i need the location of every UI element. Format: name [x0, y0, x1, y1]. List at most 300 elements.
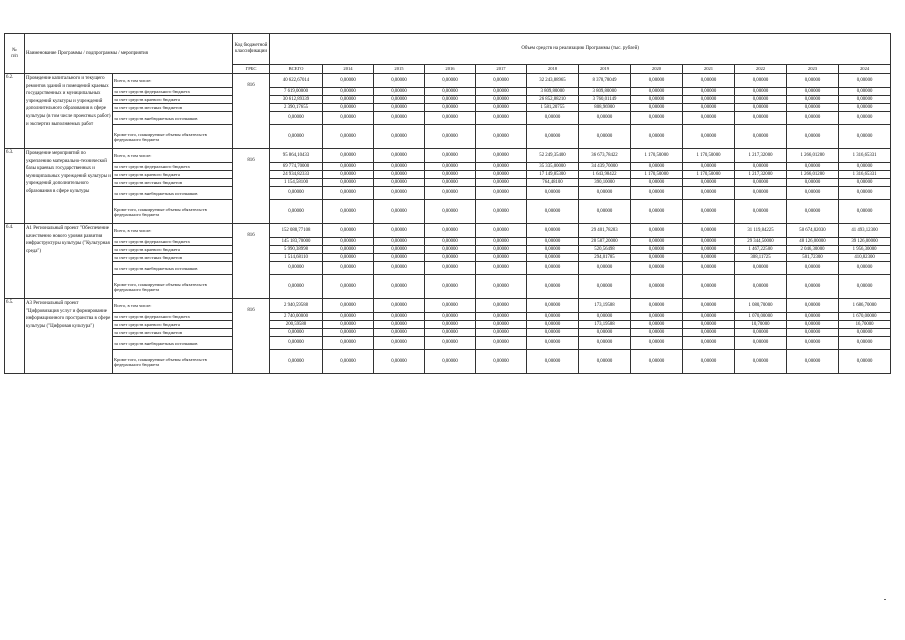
year-value-2017: 0,00000 — [476, 149, 527, 163]
year-value-2015: 0,00000 — [374, 246, 425, 254]
year-value-2017: 0,00000 — [476, 350, 527, 374]
section-index: 6.3. — [5, 149, 25, 224]
year-value-2024: 0,00000 — [839, 275, 891, 299]
year-value-2016: 0,00000 — [425, 125, 476, 149]
budget-table — [4, 33, 891, 374]
funding-source-label: за счет средств местных бюджетов — [113, 104, 233, 112]
year-value-2021: 0,00000 — [683, 224, 735, 238]
section-index: 6.4. — [5, 224, 25, 299]
year-value-2020: 0,00000 — [631, 200, 683, 224]
year-value-2016: 0,00000 — [425, 313, 476, 321]
year-value-2019: 0,00000 — [579, 337, 631, 350]
year-value-2024: 0,00000 — [839, 329, 891, 337]
year-value-2017: 0,00000 — [476, 125, 527, 149]
year-value-2022: 0,00000 — [735, 262, 787, 275]
year-value-2023: 0,00000 — [787, 299, 839, 313]
table-row — [5, 337, 891, 350]
year-value-2017: 0,00000 — [476, 329, 527, 337]
year-value-2015: 0,00000 — [374, 299, 425, 313]
year-value-2020: 0,00000 — [631, 187, 683, 200]
funding-source-label: Всего, в том числе: — [113, 149, 233, 163]
year-value-2018: 0,00000 — [527, 224, 579, 238]
year-value-2016: 0,00000 — [425, 238, 476, 246]
year-value-2022: 0,00000 — [735, 187, 787, 200]
year-value-2018: 0,00000 — [527, 112, 579, 125]
year-value-2018: 0,00000 — [527, 125, 579, 149]
table-row — [5, 246, 891, 254]
table-row — [5, 104, 891, 112]
header-year: 2023 — [787, 65, 839, 74]
year-value-2022: 31 119,84225 — [735, 224, 787, 238]
header-year: 2017 — [476, 65, 527, 74]
year-value-2016: 0,00000 — [425, 163, 476, 171]
table-row — [5, 262, 891, 275]
year-value-2018: 0,00000 — [527, 337, 579, 350]
total-value: 40 622,67014 — [270, 74, 323, 88]
year-value-2022: 1 080,70000 — [735, 299, 787, 313]
table-row — [5, 313, 891, 321]
year-value-2014: 0,00000 — [323, 299, 374, 313]
year-value-2014: 0,00000 — [323, 96, 374, 104]
year-value-2024: 0,00000 — [839, 112, 891, 125]
year-value-2015: 0,00000 — [374, 149, 425, 163]
year-value-2014: 0,00000 — [323, 112, 374, 125]
total-value: 2 390,17655 — [270, 104, 323, 112]
total-value: 0,00000 — [270, 329, 323, 337]
funding-source-label: Кроме того, планируемые объемы обязательств федерального бюджета — [113, 350, 233, 374]
year-value-2017: 0,00000 — [476, 246, 527, 254]
year-value-2017: 0,00000 — [476, 299, 527, 313]
funding-source-label: за счет средств внебюджетных источников — [113, 262, 233, 275]
year-value-2019: 294,01785 — [579, 254, 631, 262]
year-value-2020: 0,00000 — [631, 163, 683, 171]
funding-source-label: за счет средств федерального бюджета — [113, 238, 233, 246]
table-row — [5, 163, 891, 171]
year-value-2015: 0,00000 — [374, 112, 425, 125]
funding-source-label: за счет средств федерального бюджета — [113, 163, 233, 171]
year-value-2015: 0,00000 — [374, 275, 425, 299]
year-value-2017: 0,00000 — [476, 275, 527, 299]
year-value-2019: 3 809,80000 — [579, 88, 631, 96]
year-value-2015: 0,00000 — [374, 238, 425, 246]
header-code: Код бюджетной классификации — [233, 34, 270, 65]
year-value-2021: 0,00000 — [683, 112, 735, 125]
year-value-2021: 0,00000 — [683, 163, 735, 171]
year-value-2021: 0,00000 — [683, 246, 735, 254]
year-value-2015: 0,00000 — [374, 350, 425, 374]
header-num: № п/п — [5, 34, 25, 74]
year-value-2021: 0,00000 — [683, 96, 735, 104]
year-value-2024: 0,00000 — [839, 337, 891, 350]
total-value: 0,00000 — [270, 275, 323, 299]
header-year: 2018 — [527, 65, 579, 74]
year-value-2015: 0,00000 — [374, 187, 425, 200]
year-value-2019: 808,96900 — [579, 104, 631, 112]
funding-source-label: Кроме того, планируемые объемы обязательств федерального бюджета — [113, 200, 233, 224]
year-value-2016: 0,00000 — [425, 254, 476, 262]
year-value-2014: 0,00000 — [323, 125, 374, 149]
year-value-2024: 1 686,70000 — [839, 299, 891, 313]
year-value-2019: 1 643,98422 — [579, 171, 631, 179]
year-value-2023: 0,00000 — [787, 179, 839, 187]
year-value-2020: 0,00000 — [631, 238, 683, 246]
header-volume: Объем средств на реализацию Программы (тыс. рублей) — [270, 34, 891, 65]
funding-source-label: за счет средств местных бюджетов — [113, 329, 233, 337]
year-value-2021: 0,00000 — [683, 321, 735, 329]
year-value-2022: 0,00000 — [735, 200, 787, 224]
year-value-2024: 1 316,65331 — [839, 149, 891, 163]
table-row — [5, 299, 891, 313]
year-value-2023: 0,00000 — [787, 350, 839, 374]
year-value-2021: 0,00000 — [683, 313, 735, 321]
year-value-2015: 0,00000 — [374, 125, 425, 149]
year-value-2019: 0,00000 — [579, 112, 631, 125]
year-value-2024: 0,00000 — [839, 96, 891, 104]
year-value-2014: 0,00000 — [323, 329, 374, 337]
year-value-2015: 0,00000 — [374, 254, 425, 262]
year-value-2018: 0,00000 — [527, 321, 579, 329]
table-row — [5, 125, 891, 149]
year-value-2021: 0,00000 — [683, 262, 735, 275]
year-value-2016: 0,00000 — [425, 104, 476, 112]
total-value: 0,00000 — [270, 337, 323, 350]
year-value-2022: 0,00000 — [735, 88, 787, 96]
funding-source-label: за счет средств местных бюджетов — [113, 254, 233, 262]
year-value-2014: 0,00000 — [323, 179, 374, 187]
header-grbs: ГРБС — [233, 65, 270, 74]
year-value-2017: 0,00000 — [476, 262, 527, 275]
table-row — [5, 275, 891, 299]
year-value-2014: 0,00000 — [323, 254, 374, 262]
year-value-2015: 0,00000 — [374, 88, 425, 96]
funding-source-label: за счет средств краевого бюджета — [113, 321, 233, 329]
year-value-2014: 0,00000 — [323, 104, 374, 112]
year-value-2022: 308,11725 — [735, 254, 787, 262]
year-value-2020: 0,00000 — [631, 299, 683, 313]
year-value-2016: 0,00000 — [425, 187, 476, 200]
year-value-2023: 0,00000 — [787, 74, 839, 88]
funding-source-label: за счет средств федерального бюджета — [113, 88, 233, 96]
header-name: Наименование Программы / подпрограммы / мероприятия — [25, 34, 233, 74]
year-value-2021: 0,00000 — [683, 179, 735, 187]
header-year: 2024 — [839, 65, 891, 74]
table-row — [5, 238, 891, 246]
total-value: 2 940,59588 — [270, 299, 323, 313]
year-value-2018: 0,00000 — [527, 329, 579, 337]
year-value-2019: 0,00000 — [579, 275, 631, 299]
year-value-2015: 0,00000 — [374, 171, 425, 179]
year-value-2021: 0,00000 — [683, 104, 735, 112]
year-value-2024: 41 493,12300 — [839, 224, 891, 238]
year-value-2021: 0,00000 — [683, 275, 735, 299]
year-value-2014: 0,00000 — [323, 262, 374, 275]
year-value-2016: 0,00000 — [425, 262, 476, 275]
year-value-2023: 0,00000 — [787, 321, 839, 329]
year-value-2017: 0,00000 — [476, 179, 527, 187]
year-value-2023: 1 266,01280 — [787, 171, 839, 179]
year-value-2016: 0,00000 — [425, 299, 476, 313]
year-value-2016: 0,00000 — [425, 224, 476, 238]
table-row — [5, 112, 891, 125]
total-value: 0,00000 — [270, 262, 323, 275]
year-value-2017: 0,00000 — [476, 104, 527, 112]
year-value-2016: 0,00000 — [425, 246, 476, 254]
table-row — [5, 329, 891, 337]
year-value-2020: 0,00000 — [631, 224, 683, 238]
year-value-2024: 0,00000 — [839, 350, 891, 374]
year-value-2020: 0,00000 — [631, 350, 683, 374]
year-value-2022: 1 070,00000 — [735, 313, 787, 321]
year-value-2018: 0,00000 — [527, 350, 579, 374]
year-value-2022: 0,00000 — [735, 163, 787, 171]
year-value-2024: 1 316,65331 — [839, 171, 891, 179]
year-value-2014: 0,00000 — [323, 149, 374, 163]
year-value-2023: 0,00000 — [787, 337, 839, 350]
year-value-2024: 16,70000 — [839, 321, 891, 329]
year-value-2019: 0,00000 — [579, 329, 631, 337]
header-year: 2019 — [579, 65, 631, 74]
section-title: А1 Региональный проект "Обеспечение качественно нового уровня развития инфраструктуры культуры ("Культурная среда") — [25, 224, 113, 299]
year-value-2023: 0,00000 — [787, 275, 839, 299]
year-value-2015: 0,00000 — [374, 329, 425, 337]
year-value-2022: 0,00000 — [735, 125, 787, 149]
year-value-2023: 0,00000 — [787, 313, 839, 321]
funding-source-label: за счет средств внебюджетных источников — [113, 187, 233, 200]
year-value-2023: 0,00000 — [787, 163, 839, 171]
year-value-2018: 0,00000 — [527, 246, 579, 254]
year-value-2024: 0,00000 — [839, 163, 891, 171]
year-value-2014: 0,00000 — [323, 238, 374, 246]
year-value-2021: 1 170,50000 — [683, 149, 735, 163]
total-value: 95 864,10433 — [270, 149, 323, 163]
year-value-2016: 0,00000 — [425, 329, 476, 337]
year-value-2014: 0,00000 — [323, 224, 374, 238]
year-value-2016: 0,00000 — [425, 179, 476, 187]
budget-sheet — [4, 33, 891, 374]
year-value-2022: 0,00000 — [735, 112, 787, 125]
year-value-2023: 0,00000 — [787, 112, 839, 125]
table-row — [5, 350, 891, 374]
year-value-2014: 0,00000 — [323, 163, 374, 171]
section-index: 6.2. — [5, 74, 25, 149]
year-value-2018: 52 249,35400 — [527, 149, 579, 163]
page-speck — [884, 599, 886, 600]
year-value-2023: 0,00000 — [787, 262, 839, 275]
year-value-2021: 0,00000 — [683, 74, 735, 88]
funding-source-label: Всего, в том числе: — [113, 224, 233, 238]
table-row — [5, 187, 891, 200]
total-value: 0,00000 — [270, 187, 323, 200]
year-value-2023: 50 674,02030 — [787, 224, 839, 238]
year-value-2023: 1 266,01280 — [787, 149, 839, 163]
year-value-2016: 0,00000 — [425, 112, 476, 125]
year-value-2018: 0,00000 — [527, 299, 579, 313]
total-value: 0,00000 — [270, 112, 323, 125]
year-value-2017: 0,00000 — [476, 321, 527, 329]
year-value-2020: 1 170,50000 — [631, 149, 683, 163]
year-value-2022: 1 217,32000 — [735, 171, 787, 179]
year-value-2018: 0,00000 — [527, 275, 579, 299]
year-value-2023: 0,00000 — [787, 187, 839, 200]
year-value-2022: 1 217,32000 — [735, 149, 787, 163]
year-value-2018: 0,00000 — [527, 262, 579, 275]
year-value-2020: 1 170,50000 — [631, 171, 683, 179]
year-value-2014: 0,00000 — [323, 74, 374, 88]
year-value-2022: 0,00000 — [735, 350, 787, 374]
header-year: 2015 — [374, 65, 425, 74]
year-value-2016: 0,00000 — [425, 171, 476, 179]
year-value-2021: 0,00000 — [683, 299, 735, 313]
total-value: 30 612,89339 — [270, 96, 323, 104]
year-value-2017: 0,00000 — [476, 337, 527, 350]
year-value-2024: 0,00000 — [839, 187, 891, 200]
year-value-2019: 0,00000 — [579, 350, 631, 374]
table-row — [5, 88, 891, 96]
funding-source-label: Всего, в том числе: — [113, 74, 233, 88]
year-value-2018: 1 581,20755 — [527, 104, 579, 112]
total-value: 0,00000 — [270, 350, 323, 374]
funding-source-label: Кроме того, планируемые объемы обязательств федерального бюджета — [113, 275, 233, 299]
table-row — [5, 200, 891, 224]
year-value-2015: 0,00000 — [374, 200, 425, 224]
year-value-2016: 0,00000 — [425, 350, 476, 374]
year-value-2023: 0,00000 — [787, 88, 839, 96]
year-value-2022: 10,70000 — [735, 321, 787, 329]
year-value-2014: 0,00000 — [323, 246, 374, 254]
year-value-2018: 35 335,00000 — [527, 163, 579, 171]
year-value-2020: 0,00000 — [631, 74, 683, 88]
section-title: Проведение капитального и текущего ремонтов зданий и помещений краевых государственных и муниципальных учреждений культуры и учреждений дополнительного образования в сфере культуры (в том числе проектных работ) и экспертиз выполняемых работ — [25, 74, 113, 149]
total-value: 5 990,38998 — [270, 246, 323, 254]
year-value-2018: 26 852,88210 — [527, 96, 579, 104]
year-value-2020: 0,00000 — [631, 112, 683, 125]
year-value-2022: 0,00000 — [735, 329, 787, 337]
year-value-2020: 0,00000 — [631, 275, 683, 299]
year-value-2018: 17 149,85300 — [527, 171, 579, 179]
total-value: 1 514,68110 — [270, 254, 323, 262]
section-title: А3 Региональный проект "Цифровизация услуг и формирование информационного пространства в сфере культуры ("Цифровая культура") — [25, 299, 113, 374]
year-value-2018: 3 809,80000 — [527, 88, 579, 96]
year-value-2015: 0,00000 — [374, 224, 425, 238]
year-value-2021: 0,00000 — [683, 125, 735, 149]
year-value-2017: 0,00000 — [476, 88, 527, 96]
year-value-2020: 0,00000 — [631, 262, 683, 275]
year-value-2019: 34 439,70000 — [579, 163, 631, 171]
year-value-2019: 0,00000 — [579, 125, 631, 149]
year-value-2023: 0,00000 — [787, 96, 839, 104]
funding-source-label: за счет средств внебюджетных источников — [113, 337, 233, 350]
grbs-code: 816 — [233, 149, 270, 224]
year-value-2015: 0,00000 — [374, 321, 425, 329]
year-value-2019: 3 760,01149 — [579, 96, 631, 104]
year-value-2017: 0,00000 — [476, 112, 527, 125]
section-title: Проведение мероприятий по укреплению материально-технической базы краевых государственных и муниципальных учреждений культуры и учреждений дополнительного образования в сфере культуры — [25, 149, 113, 224]
year-value-2024: 1 670,00000 — [839, 313, 891, 321]
year-value-2015: 0,00000 — [374, 337, 425, 350]
year-value-2024: 0,00000 — [839, 125, 891, 149]
year-value-2024: 0,00000 — [839, 179, 891, 187]
year-value-2018: 0,00000 — [527, 187, 579, 200]
year-value-2021: 0,00000 — [683, 200, 735, 224]
year-value-2017: 0,00000 — [476, 224, 527, 238]
total-value: 0,00000 — [270, 125, 323, 149]
year-value-2021: 0,00000 — [683, 254, 735, 262]
year-value-2020: 0,00000 — [631, 337, 683, 350]
grbs-code: 816 — [233, 224, 270, 299]
year-value-2015: 0,00000 — [374, 104, 425, 112]
year-value-2024: 0,00000 — [839, 74, 891, 88]
year-value-2024: 410,82300 — [839, 254, 891, 262]
year-value-2018: 0,00000 — [527, 238, 579, 246]
year-value-2024: 1 956,30000 — [839, 246, 891, 254]
year-value-2017: 0,00000 — [476, 96, 527, 104]
year-value-2017: 0,00000 — [476, 74, 527, 88]
year-value-2023: 48 126,00000 — [787, 238, 839, 246]
year-value-2015: 0,00000 — [374, 313, 425, 321]
year-value-2018: 764,48100 — [527, 179, 579, 187]
funding-source-label: за счет средств краевого бюджета — [113, 171, 233, 179]
header-year: 2016 — [425, 65, 476, 74]
header-year: 2014 — [323, 65, 374, 74]
total-value: 2 740,00000 — [270, 313, 323, 321]
year-value-2018: 32 243,88965 — [527, 74, 579, 88]
table-row — [5, 254, 891, 262]
year-value-2019: 173,19588 — [579, 299, 631, 313]
year-value-2019: 29 401,78283 — [579, 224, 631, 238]
table-row — [5, 224, 891, 238]
year-value-2014: 0,00000 — [323, 337, 374, 350]
year-value-2020: 0,00000 — [631, 254, 683, 262]
year-value-2015: 0,00000 — [374, 262, 425, 275]
total-value: 69 774,70000 — [270, 163, 323, 171]
year-value-2020: 0,00000 — [631, 125, 683, 149]
section-index: 6.5. — [5, 299, 25, 374]
year-value-2022: 0,00000 — [735, 74, 787, 88]
year-value-2021: 0,00000 — [683, 329, 735, 337]
total-value: 200,59588 — [270, 321, 323, 329]
year-value-2016: 0,00000 — [425, 74, 476, 88]
year-value-2024: 0,00000 — [839, 88, 891, 96]
year-value-2019: 0,00000 — [579, 200, 631, 224]
year-value-2015: 0,00000 — [374, 179, 425, 187]
year-value-2015: 0,00000 — [374, 163, 425, 171]
table-row — [5, 149, 891, 163]
funding-source-label: Кроме того, планируемые объемы обязательств федерального бюджета — [113, 125, 233, 149]
year-value-2016: 0,00000 — [425, 96, 476, 104]
year-value-2021: 0,00000 — [683, 238, 735, 246]
year-value-2019: 36 673,78422 — [579, 149, 631, 163]
year-value-2020: 0,00000 — [631, 313, 683, 321]
year-value-2022: 0,00000 — [735, 337, 787, 350]
year-value-2019: 390,10000 — [579, 179, 631, 187]
year-value-2024: 39 126,00000 — [839, 238, 891, 246]
year-value-2014: 0,00000 — [323, 171, 374, 179]
year-value-2020: 0,00000 — [631, 321, 683, 329]
year-value-2014: 0,00000 — [323, 187, 374, 200]
grbs-code: 816 — [233, 74, 270, 149]
year-value-2016: 0,00000 — [425, 149, 476, 163]
funding-source-label: за счет средств внебюджетных источников — [113, 112, 233, 125]
table-row — [5, 179, 891, 187]
year-value-2021: 0,00000 — [683, 187, 735, 200]
year-value-2014: 0,00000 — [323, 313, 374, 321]
year-value-2021: 0,00000 — [683, 350, 735, 374]
year-value-2024: 0,00000 — [839, 200, 891, 224]
year-value-2024: 0,00000 — [839, 104, 891, 112]
year-value-2022: 0,00000 — [735, 275, 787, 299]
header-total: ВСЕГО — [270, 65, 323, 74]
grbs-code: 816 — [233, 299, 270, 374]
